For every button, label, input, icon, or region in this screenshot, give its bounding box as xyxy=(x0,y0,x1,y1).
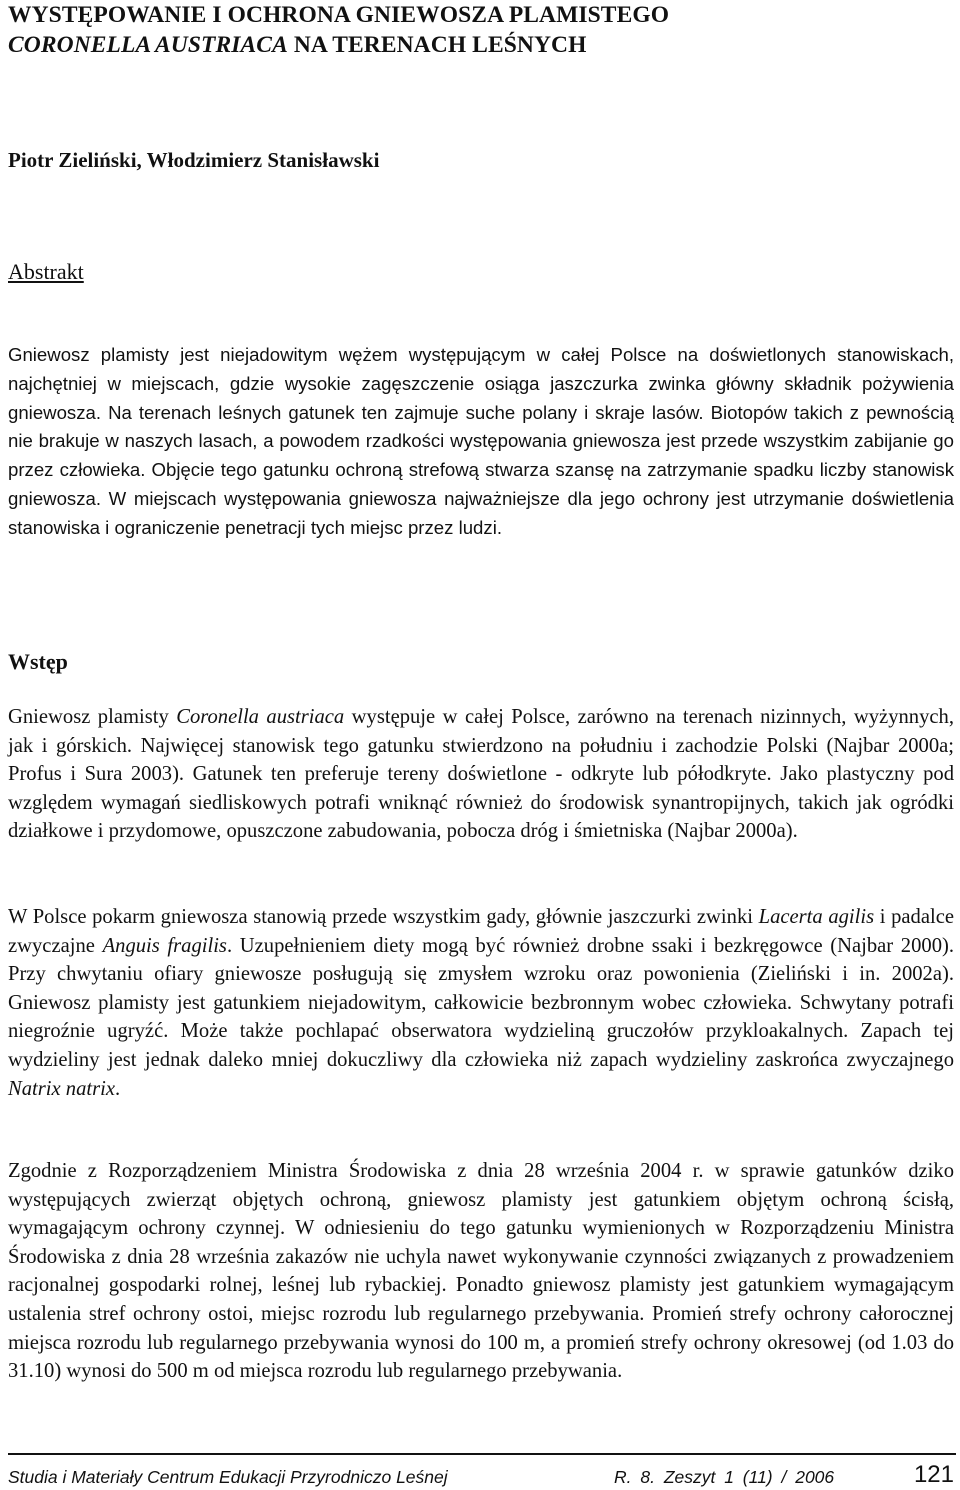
p1-text-b: występuje w całej Polsce, zarówno na terenach nizinnych, wyżynnych, jak i górskich. Najwięcej stanowisk tego gatunku stwierdzono na południu i zachodzie Polski (Najbar 2000a; Profus i Sura 2003). Gatunek ten preferuje tereny doświetlone - odkryte lub półodkryte. Jako plastyczny pod względem wymagań siedliskowych potrafi wniknąć również do środowisk synantropijnych, takich jak ogródki działkowe i przydomowe, opuszczone zabudowania, pobocza dróg i śmietniska (Najbar 2000a). xyxy=(8,706,954,843)
p2-text-a: W Polsce pokarm gniewosza stanowią przede wszystkim gady, głównie jaszczurki zwinki xyxy=(8,906,759,928)
p1-text-a: Gniewosz plamisty xyxy=(8,706,177,728)
p2-species-2: Anguis fragilis xyxy=(102,934,227,957)
intro-heading: Wstęp xyxy=(8,649,68,674)
p2-text-b: i padalce zwyczajne xyxy=(8,906,954,957)
title-line-1: WYSTĘPOWANIE I OCHRONA GNIEWOSZA PLAMISTEGO xyxy=(8,2,670,28)
title-line-2-rest: NA TERENACH LEŚNYCH xyxy=(287,32,587,58)
footer-journal: Studia i Materiały Centrum Edukacji Przyrodniczo Leśnej xyxy=(8,1467,448,1487)
p1-species-name: Coronella austriaca xyxy=(176,706,345,728)
article-title xyxy=(8,0,956,60)
abstract-heading: Abstrakt xyxy=(8,259,84,284)
page-number: 121 xyxy=(913,1461,954,1488)
p2-text-c: . Uzupełnieniem diety mogą być również drobne ssaki i bezkręgowce (Najbar 2000). Przy chwytaniu ofiary gniewosze posługują się zmysłem wzroku oraz powonienia (Zieliński i in. 2002a). Gniewosz plamisty jest gatunkiem niejadowitym, całkowicie bezbronnym wobec człowieka. Schwytany potrafi niegroźnie ugryźć. Może także pochlapać obserwatora wydzieliną gruczołów przykloakalnych. Zapach tej wydzieliny jest jednak daleko mniej dokuczliwy dla człowieka niż zapach wydzieliny zaskrońca zwyczajnego xyxy=(8,934,954,1071)
title-species-name: CORONELLA AUSTRIACA xyxy=(8,32,288,58)
authors: Piotr Zieliński, Włodzimierz Stanisławski xyxy=(8,148,380,172)
intro-paragraph-2 xyxy=(8,903,954,1103)
page-footer xyxy=(8,1461,956,1490)
p2-text-d: . xyxy=(114,1077,121,1100)
intro-paragraph-3: Zgodnie z Rozporządzeniem Ministra Środowiska z dnia 28 września 2004 r. w sprawie gatunków dziko występujących zwierząt objętych ochroną, gniewosz plamisty jest gatunkiem objętym ochroną ścisłą, wymagającym ochrony czynnej. W odniesieniu do tego gatunku wymienionych w Rozporządzeniu Ministra Środowiska z dnia 28 września zakazów nie uchyla nawet wykonywanie czynności związanych z prowadzeniem racjonalnej gospodarki rolnej, leśnej lub rybackiej. Ponadto gniewosz plamisty jest gatunkiem wymagającym ustalenia stref ochrony ostoi, miejsc rozrodu lub regularnego przebywania. Promień strefy ochrony całorocznej miejsca rozrodu lub regularnego przebywania wynosi do 100 m, a promień strefy ochrony okresowej (od 1.03 do 31.10) wynosi do 500 m od miejsca rozrodu lub regularnego przebywania. xyxy=(8,1160,954,1383)
footer-issue: R. 8. Zeszyt 1 (11) / 2006 xyxy=(614,1467,835,1487)
p2-species-1: Lacerta agilis xyxy=(758,906,875,928)
p2-species-3: Natrix natrix xyxy=(8,1077,115,1100)
footer-rule xyxy=(8,1453,956,1455)
abstract-text: Gniewosz plamisty jest niejadowitym wężem występującym w całej Polsce na doświetlonych stanowiskach, najchętniej w miejscach, gdzie wysokie zagęszczenie osiąga jaszczurka zwinka główny składnik pożywienia gniewosza. Na terenach leśnych gatunek ten zajmuje suche polany i skraje lasów. Biotopów takich z pewnością nie brakuje w naszych lasach, a powodem rzadkości występowania gniewosza jest przede wszystkim zabijanie go przez człowieka. Objęcie tego gatunku ochroną strefową stwarza szansę na zatrzymanie spadku liczby stanowisk gniewosza. W miejscach występowania gniewosza najważniejsze dla jego ochrony jest utrzymanie doświetlenia stanowiska i ograniczenie penetracji tych miejsc przez ludzi. xyxy=(8,344,954,538)
title-line-2 xyxy=(8,30,956,60)
intro-paragraph-1 xyxy=(8,703,954,846)
